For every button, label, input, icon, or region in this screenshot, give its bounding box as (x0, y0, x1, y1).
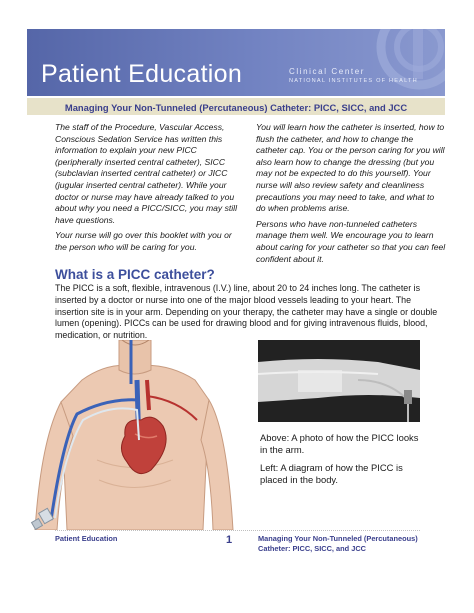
intro-paragraph: Your nurse will go over this booklet with you or the person who will be caring for you. (55, 230, 232, 252)
footer-series: Patient Education (55, 534, 118, 543)
page-title: Patient Education (41, 60, 243, 88)
footer-doc-title: Managing Your Non-Tunneled (Percutaneous) Catheter: PICC, SICC, and JCC (258, 534, 418, 553)
page-number: 1 (226, 534, 233, 546)
org-name: Clinical Center (289, 67, 366, 76)
document-subtitle-bar (27, 98, 445, 115)
section-heading: What is a PICC catheter? (55, 267, 215, 282)
picc-body-diagram (27, 340, 241, 530)
intro-paragraph: Persons who have non-tunneled catheters manage them well. We encourage you to learn about caring for your catheter so that you can feel confident about it. (256, 218, 446, 264)
header-banner (27, 29, 445, 96)
section-body: The PICC is a soft, flexible, intravenous (I.V.) line, about 20 to 24 inches long. The catheter is inserted by a doctor or nurse into one of the major blood vessels leading to your heart. The insertion site is in your arm. Depending on your therapy, the catheter may have a single or double lumen (opening). PICCs can be used for drawing blood and for giving intravenous fluids, blood, medication, or nutrition. (55, 283, 438, 341)
picc-arm-photo (258, 340, 420, 422)
photo-caption: Above: A photo of how the PICC looks in the arm. (260, 432, 419, 455)
intro-left-column (55, 122, 242, 258)
document-subtitle: Managing Your Non-Tunneled (Percutaneous) Catheter: PICC, SICC, and JCC (64, 102, 408, 113)
nih-logo (357, 29, 445, 96)
diagram-caption: Left: A diagram of how the PICC is placed in the body. (260, 462, 403, 485)
footer-divider (55, 530, 420, 531)
org-subname: NATIONAL INSTITUTES OF HEALTH (289, 78, 418, 84)
intro-paragraph: The staff of the Procedure, Vascular Access, Conscious Sedation Service has written this information to explain your new PICC (peripherally inserted central catheter), SICC (subclavian inserted central catheter) or JICC (jugular inserted central catheter). While your doctor or nurse may have already talked to you about why you need a PICC/SICC, you may still have questions. (55, 122, 237, 225)
intro-paragraph: You will learn how the catheter is inserted, how to flush the catheter, and how to change the catheter cap. You or the person caring for you will also learn how to change the dressing (but you may not be expected to do this yourself). Your nurse will also review safety and cleanliness precautions you may need to take, and what to do when problems arise. (256, 122, 445, 214)
intro-right-column (256, 122, 446, 269)
